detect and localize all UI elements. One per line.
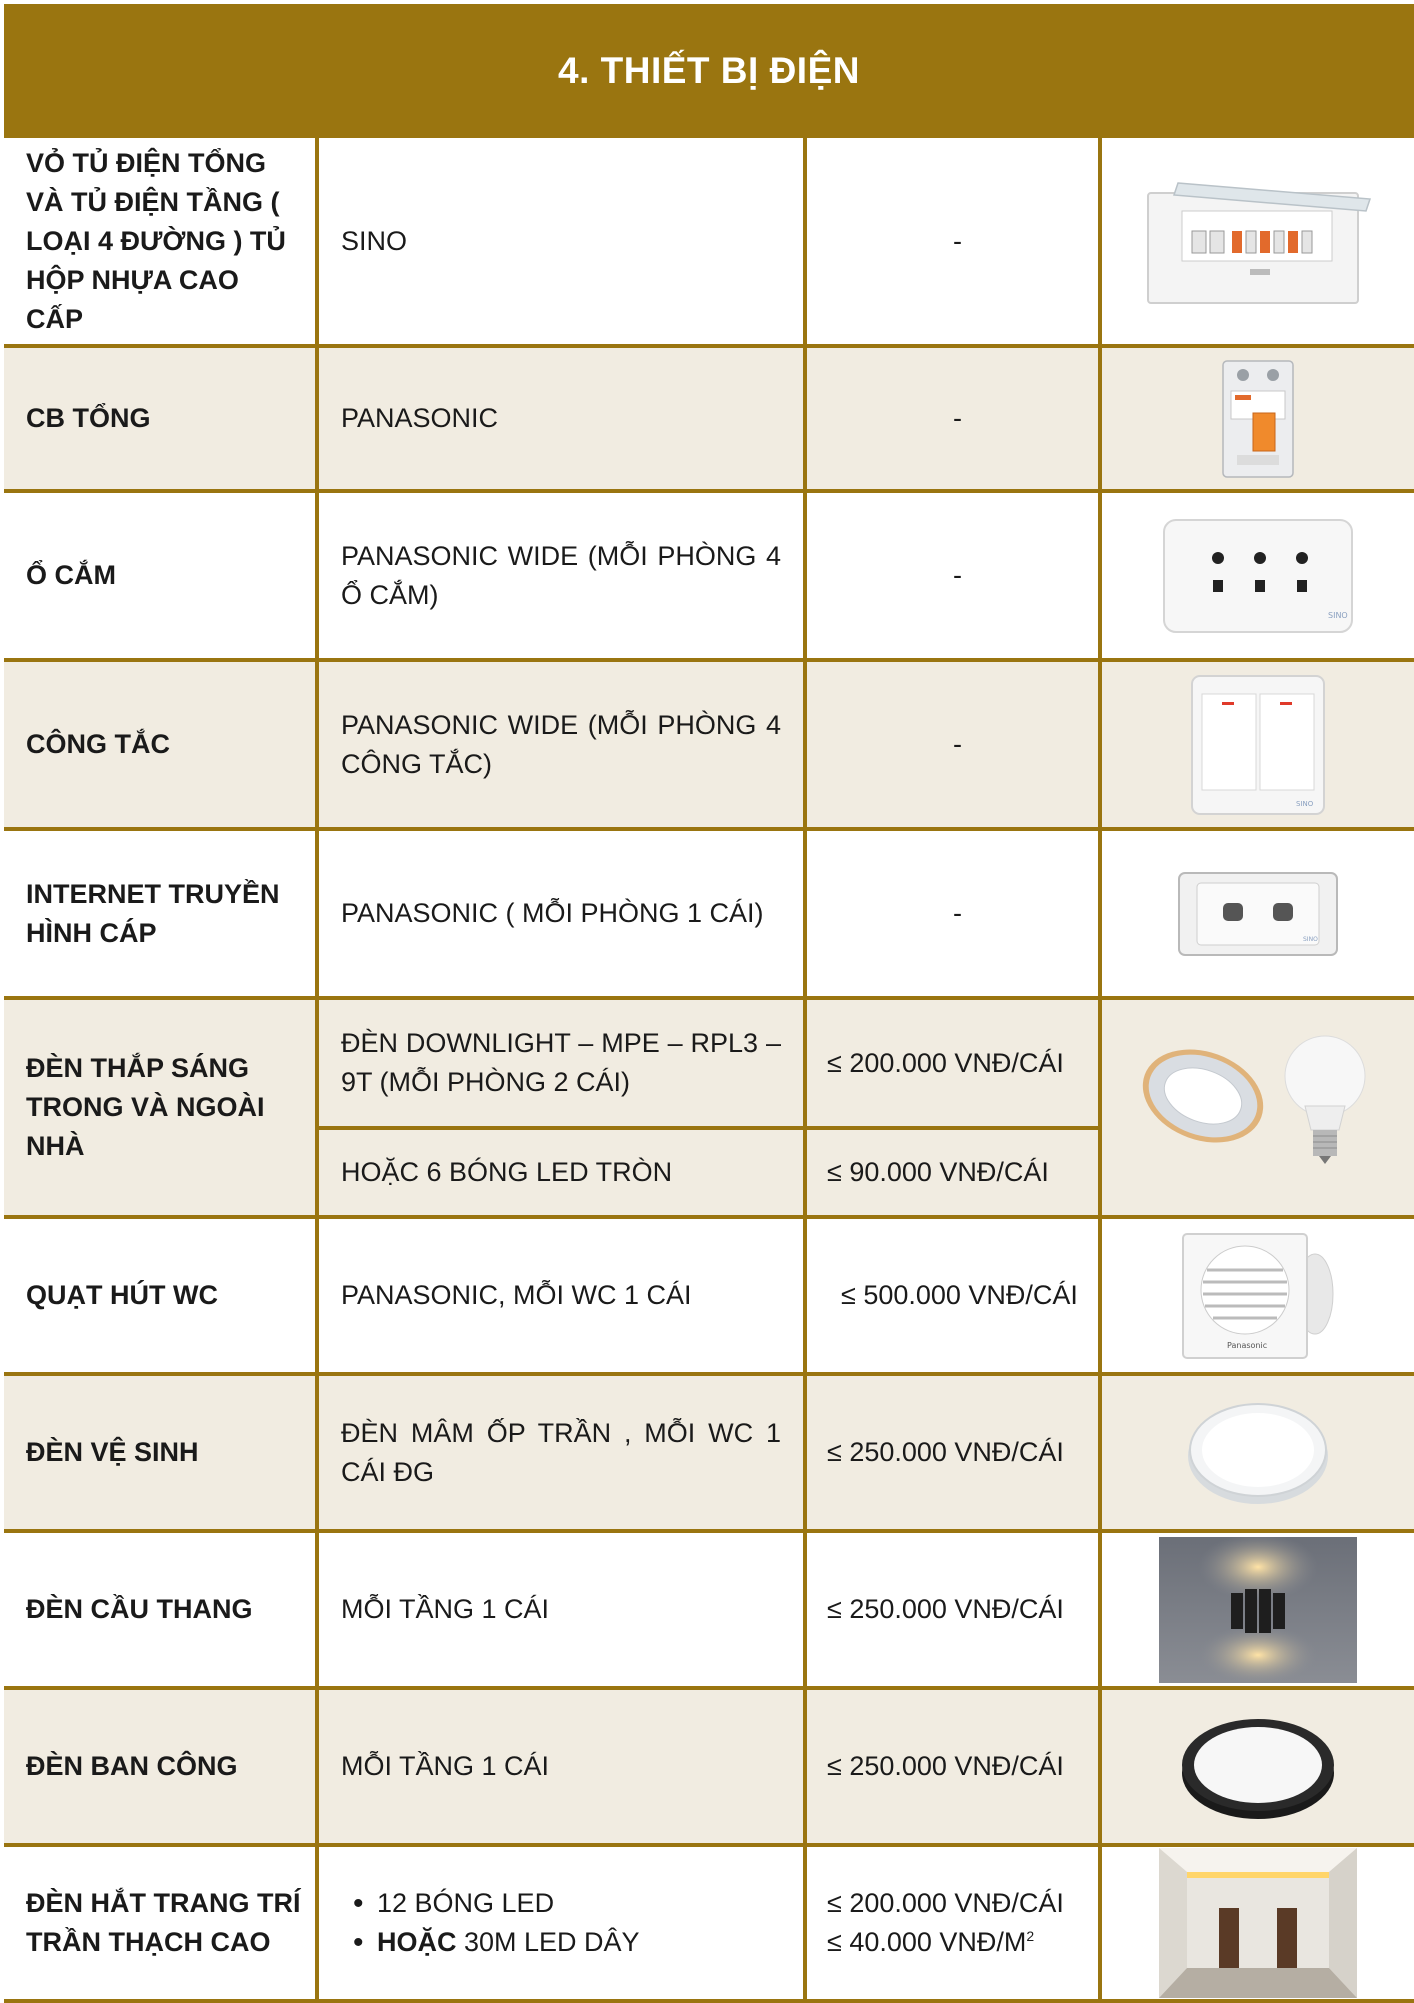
item-name: QUẠT HÚT WC bbox=[4, 1217, 317, 1374]
table-row bbox=[4, 660, 1414, 829]
item-price: - bbox=[805, 346, 1100, 491]
item-brand: PANASONIC WIDE (MỖI PHÒNG 4 CÔNG TẮC) bbox=[317, 660, 805, 829]
bullet-list bbox=[329, 1884, 781, 1962]
item-price: ≤ 500.000 VNĐ/CÁI bbox=[805, 1217, 1100, 1374]
item-brand: PANASONIC bbox=[317, 346, 805, 491]
item-image bbox=[1100, 660, 1414, 829]
item-brand bbox=[317, 1845, 805, 2001]
price-line: ≤ 40.000 VNĐ/$M^2$ bbox=[827, 1927, 1035, 1957]
item-brand: ĐÈN MÂM ỐP TRẦN , MỖI WC 1 CÁI ĐG bbox=[317, 1374, 805, 1531]
item-image bbox=[1100, 998, 1414, 1217]
item-image bbox=[1100, 1688, 1414, 1845]
wall-lamp-icon bbox=[1159, 1537, 1357, 1683]
table-row bbox=[4, 1374, 1414, 1531]
item-name: ĐÈN THẮP SÁNG TRONG VÀ NGOÀI NHÀ bbox=[4, 998, 317, 1217]
table-row bbox=[4, 829, 1414, 998]
power-socket-icon bbox=[1158, 514, 1358, 638]
item-name: ĐÈN VỆ SINH bbox=[4, 1374, 317, 1531]
bullet-item: • 12 BÓNG LED bbox=[353, 1884, 781, 1923]
item-brand: MỖI TẦNG 1 CÁI bbox=[317, 1688, 805, 1845]
item-image bbox=[1100, 346, 1414, 491]
table-row bbox=[4, 998, 1414, 1128]
network-outlet-icon bbox=[1175, 869, 1341, 959]
circuit-breaker-icon bbox=[1213, 355, 1303, 483]
electrical-cabinet-icon bbox=[1138, 171, 1378, 311]
item-name: Ổ CẮM bbox=[4, 491, 317, 660]
item-price: ≤ 250.000 VNĐ/CÁI bbox=[805, 1688, 1100, 1845]
item-name: VỎ TỦ ĐIỆN TỔNG VÀ TỦ ĐIỆN TẦNG ( LOẠI 4 ĐƯỜNG ) TỦ HỘP NHỰA CAO CẤP bbox=[4, 138, 317, 346]
item-image bbox=[1100, 491, 1414, 660]
item-price: - bbox=[805, 660, 1100, 829]
table-row bbox=[4, 491, 1414, 660]
item-brand: PANASONIC WIDE (MỖI PHÒNG 4 Ổ CẮM) bbox=[317, 491, 805, 660]
item-brand: SINO bbox=[317, 138, 805, 346]
round-ceiling-lamp-icon bbox=[1178, 1711, 1338, 1823]
item-name: INTERNET TRUYỀN HÌNH CÁP bbox=[4, 829, 317, 998]
item-price: - bbox=[805, 491, 1100, 660]
item-brand: PANASONIC, MỖI WC 1 CÁI bbox=[317, 1217, 805, 1374]
item-price: - bbox=[805, 138, 1100, 346]
item-price-alt: ≤ 90.000 VNĐ/CÁI bbox=[805, 1128, 1100, 1217]
svg-text:SINO: SINO bbox=[1328, 610, 1348, 620]
item-image bbox=[1100, 138, 1414, 346]
item-price: - bbox=[805, 829, 1100, 998]
item-brand: ĐÈN DOWNLIGHT – MPE – RPL3 – 9T (MỖI PHÒNG 2 CÁI) bbox=[317, 998, 805, 1128]
item-name: ĐÈN HẮT TRANG TRÍ TRẦN THẠCH CAO bbox=[4, 1845, 317, 2001]
item-name: ĐÈN CẦU THANG bbox=[4, 1531, 317, 1688]
light-switch-icon bbox=[1188, 672, 1328, 818]
equipment-table bbox=[4, 138, 1414, 2003]
item-brand: MỖI TẦNG 1 CÁI bbox=[317, 1531, 805, 1688]
price-line: ≤ 200.000 VNĐ/CÁI bbox=[827, 1888, 1064, 1918]
item-name: CÔNG TẮC bbox=[4, 660, 317, 829]
section-title: 4. THIẾT BỊ ĐIỆN bbox=[558, 50, 860, 91]
table-row bbox=[4, 1688, 1414, 1845]
item-image bbox=[1100, 1217, 1414, 1374]
item-price: ≤ 200.000 VNĐ/CÁI bbox=[805, 998, 1100, 1128]
item-price bbox=[805, 1845, 1100, 2001]
downlight-and-bulb-icon bbox=[1133, 1028, 1383, 1188]
item-name: ĐÈN BAN CÔNG bbox=[4, 1688, 317, 1845]
table-row bbox=[4, 346, 1414, 491]
cove-lighting-room-icon bbox=[1159, 1848, 1357, 1998]
item-price: ≤ 250.000 VNĐ/CÁI bbox=[805, 1531, 1100, 1688]
table-row bbox=[4, 1845, 1414, 2001]
table-row bbox=[4, 138, 1414, 346]
svg-text:SINO: SINO bbox=[1296, 799, 1314, 808]
ceiling-light-icon bbox=[1183, 1398, 1333, 1508]
exhaust-fan-icon bbox=[1173, 1228, 1343, 1364]
svg-text:SINO: SINO bbox=[1303, 935, 1318, 943]
table-row bbox=[4, 1531, 1414, 1688]
item-price: ≤ 250.000 VNĐ/CÁI bbox=[805, 1374, 1100, 1531]
item-name: CB TỔNG bbox=[4, 346, 317, 491]
section-header bbox=[4, 4, 1414, 138]
bullet-item: • HOẶC 30M LED DÂY bbox=[353, 1923, 781, 1962]
table-row bbox=[4, 1217, 1414, 1374]
svg-text:Panasonic: Panasonic bbox=[1227, 1340, 1268, 1350]
item-image bbox=[1100, 1531, 1414, 1688]
item-image bbox=[1100, 829, 1414, 998]
item-brand-alt: HOẶC 6 BÓNG LED TRÒN bbox=[317, 1128, 805, 1217]
item-brand: PANASONIC ( MỖI PHÒNG 1 CÁI) bbox=[317, 829, 805, 998]
item-image bbox=[1100, 1374, 1414, 1531]
item-image bbox=[1100, 1845, 1414, 2001]
